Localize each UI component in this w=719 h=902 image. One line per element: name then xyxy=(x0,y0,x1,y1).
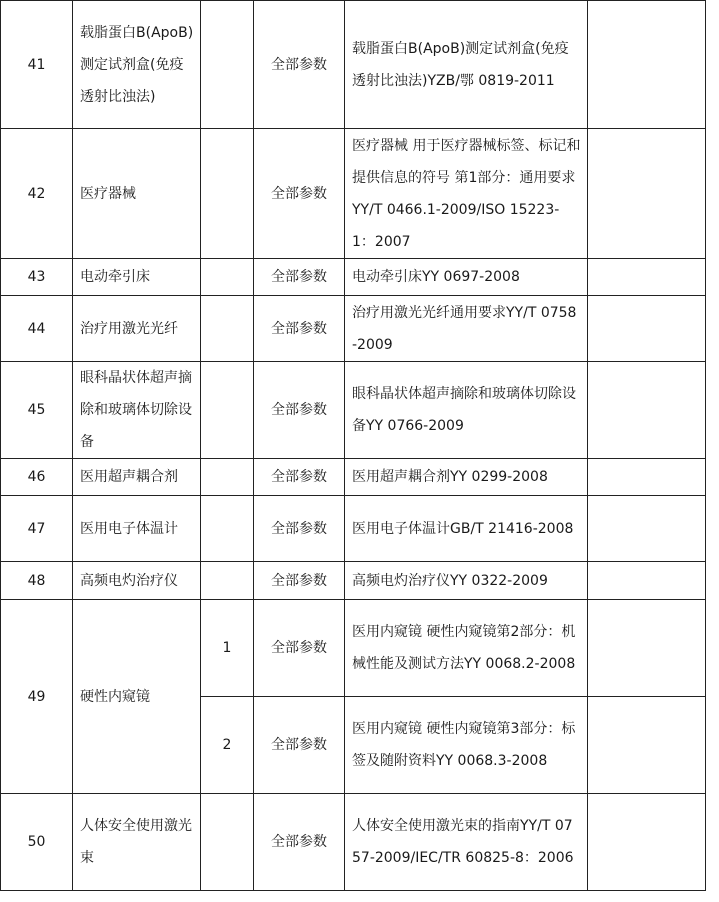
table-row xyxy=(1,1,706,129)
row-number: 41 xyxy=(1,1,73,129)
standard-text: 医用内窥镜 硬性内窥镜第2部分：机械性能及测试方法YY 0068.2-2008 xyxy=(345,600,588,697)
sub-item: 2 xyxy=(201,697,254,794)
row-number: 48 xyxy=(1,562,73,600)
remark-cell xyxy=(588,794,706,891)
remark-cell xyxy=(588,600,706,697)
row-number: 43 xyxy=(1,259,73,296)
remark-cell xyxy=(588,296,706,362)
sub-item xyxy=(201,296,254,362)
row-number: 47 xyxy=(1,496,73,562)
row-number: 45 xyxy=(1,362,73,459)
standard-text: 医用内窥镜 硬性内窥镜第3部分：标签及随附资料YY 0068.3-2008 xyxy=(345,697,588,794)
row-number: 50 xyxy=(1,794,73,891)
row-number: 44 xyxy=(1,296,73,362)
table-row xyxy=(1,794,706,891)
test-scope: 全部参数 xyxy=(254,362,345,459)
product-name: 高频电灼治疗仪 xyxy=(73,562,201,600)
product-name: 人体安全使用激光束 xyxy=(73,794,201,891)
sub-item xyxy=(201,459,254,496)
remark-cell xyxy=(588,129,706,259)
product-name: 电动牵引床 xyxy=(73,259,201,296)
standard-text: 医用电子体温计GB/T 21416-2008 xyxy=(345,496,588,562)
remark-cell xyxy=(588,362,706,459)
test-scope: 全部参数 xyxy=(254,459,345,496)
table-row xyxy=(1,362,706,459)
product-name: 医用超声耦合剂 xyxy=(73,459,201,496)
product-name: 载脂蛋白B(ApoB)测定试剂盒(免疫透射比浊法) xyxy=(73,1,201,129)
standard-text: 高频电灼治疗仪YY 0322-2009 xyxy=(345,562,588,600)
sub-item: 1 xyxy=(201,600,254,697)
test-scope: 全部参数 xyxy=(254,129,345,259)
sub-item xyxy=(201,794,254,891)
remark-cell xyxy=(588,259,706,296)
test-scope: 全部参数 xyxy=(254,496,345,562)
test-scope: 全部参数 xyxy=(254,562,345,600)
sub-item xyxy=(201,1,254,129)
standard-text: 治疗用激光光纤通用要求YY/T 0758-2009 xyxy=(345,296,588,362)
standard-text: 医用超声耦合剂YY 0299-2008 xyxy=(345,459,588,496)
test-scope: 全部参数 xyxy=(254,600,345,697)
product-name: 治疗用激光光纤 xyxy=(73,296,201,362)
sub-item xyxy=(201,129,254,259)
table-row xyxy=(1,259,706,296)
standard-text: 载脂蛋白B(ApoB)测定试剂盒(免疫透射比浊法)YZB/鄂 0819-2011 xyxy=(345,1,588,129)
table-row xyxy=(1,496,706,562)
product-name: 医疗器械 xyxy=(73,129,201,259)
table-row xyxy=(1,129,706,259)
test-scope: 全部参数 xyxy=(254,259,345,296)
test-scope: 全部参数 xyxy=(254,296,345,362)
product-name: 硬性内窥镜 xyxy=(73,600,201,794)
standard-text: 医疗器械 用于医疗器械标签、标记和提供信息的符号 第1部分：通用要求YY/T 0466.1-2009/ISO 15223-1：2007 xyxy=(345,129,588,259)
remark-cell xyxy=(588,562,706,600)
test-scope: 全部参数 xyxy=(254,794,345,891)
remark-cell xyxy=(588,697,706,794)
standard-text: 人体安全使用激光束的指南YY/T 0757-2009/IEC/TR 60825-8：2006 xyxy=(345,794,588,891)
table-row xyxy=(1,296,706,362)
table-row xyxy=(1,459,706,496)
test-scope: 全部参数 xyxy=(254,1,345,129)
product-name: 医用电子体温计 xyxy=(73,496,201,562)
product-name: 眼科晶状体超声摘除和玻璃体切除设备 xyxy=(73,362,201,459)
sub-item xyxy=(201,259,254,296)
sub-item xyxy=(201,362,254,459)
sub-item xyxy=(201,496,254,562)
row-number: 42 xyxy=(1,129,73,259)
standard-text: 眼科晶状体超声摘除和玻璃体切除设备YY 0766-2009 xyxy=(345,362,588,459)
test-scope: 全部参数 xyxy=(254,697,345,794)
remark-cell xyxy=(588,459,706,496)
row-number: 46 xyxy=(1,459,73,496)
sub-item xyxy=(201,562,254,600)
table-row xyxy=(1,600,706,697)
remark-cell xyxy=(588,1,706,129)
standard-text: 电动牵引床YY 0697-2008 xyxy=(345,259,588,296)
remark-cell xyxy=(588,496,706,562)
row-number: 49 xyxy=(1,600,73,794)
table-row xyxy=(1,562,706,600)
